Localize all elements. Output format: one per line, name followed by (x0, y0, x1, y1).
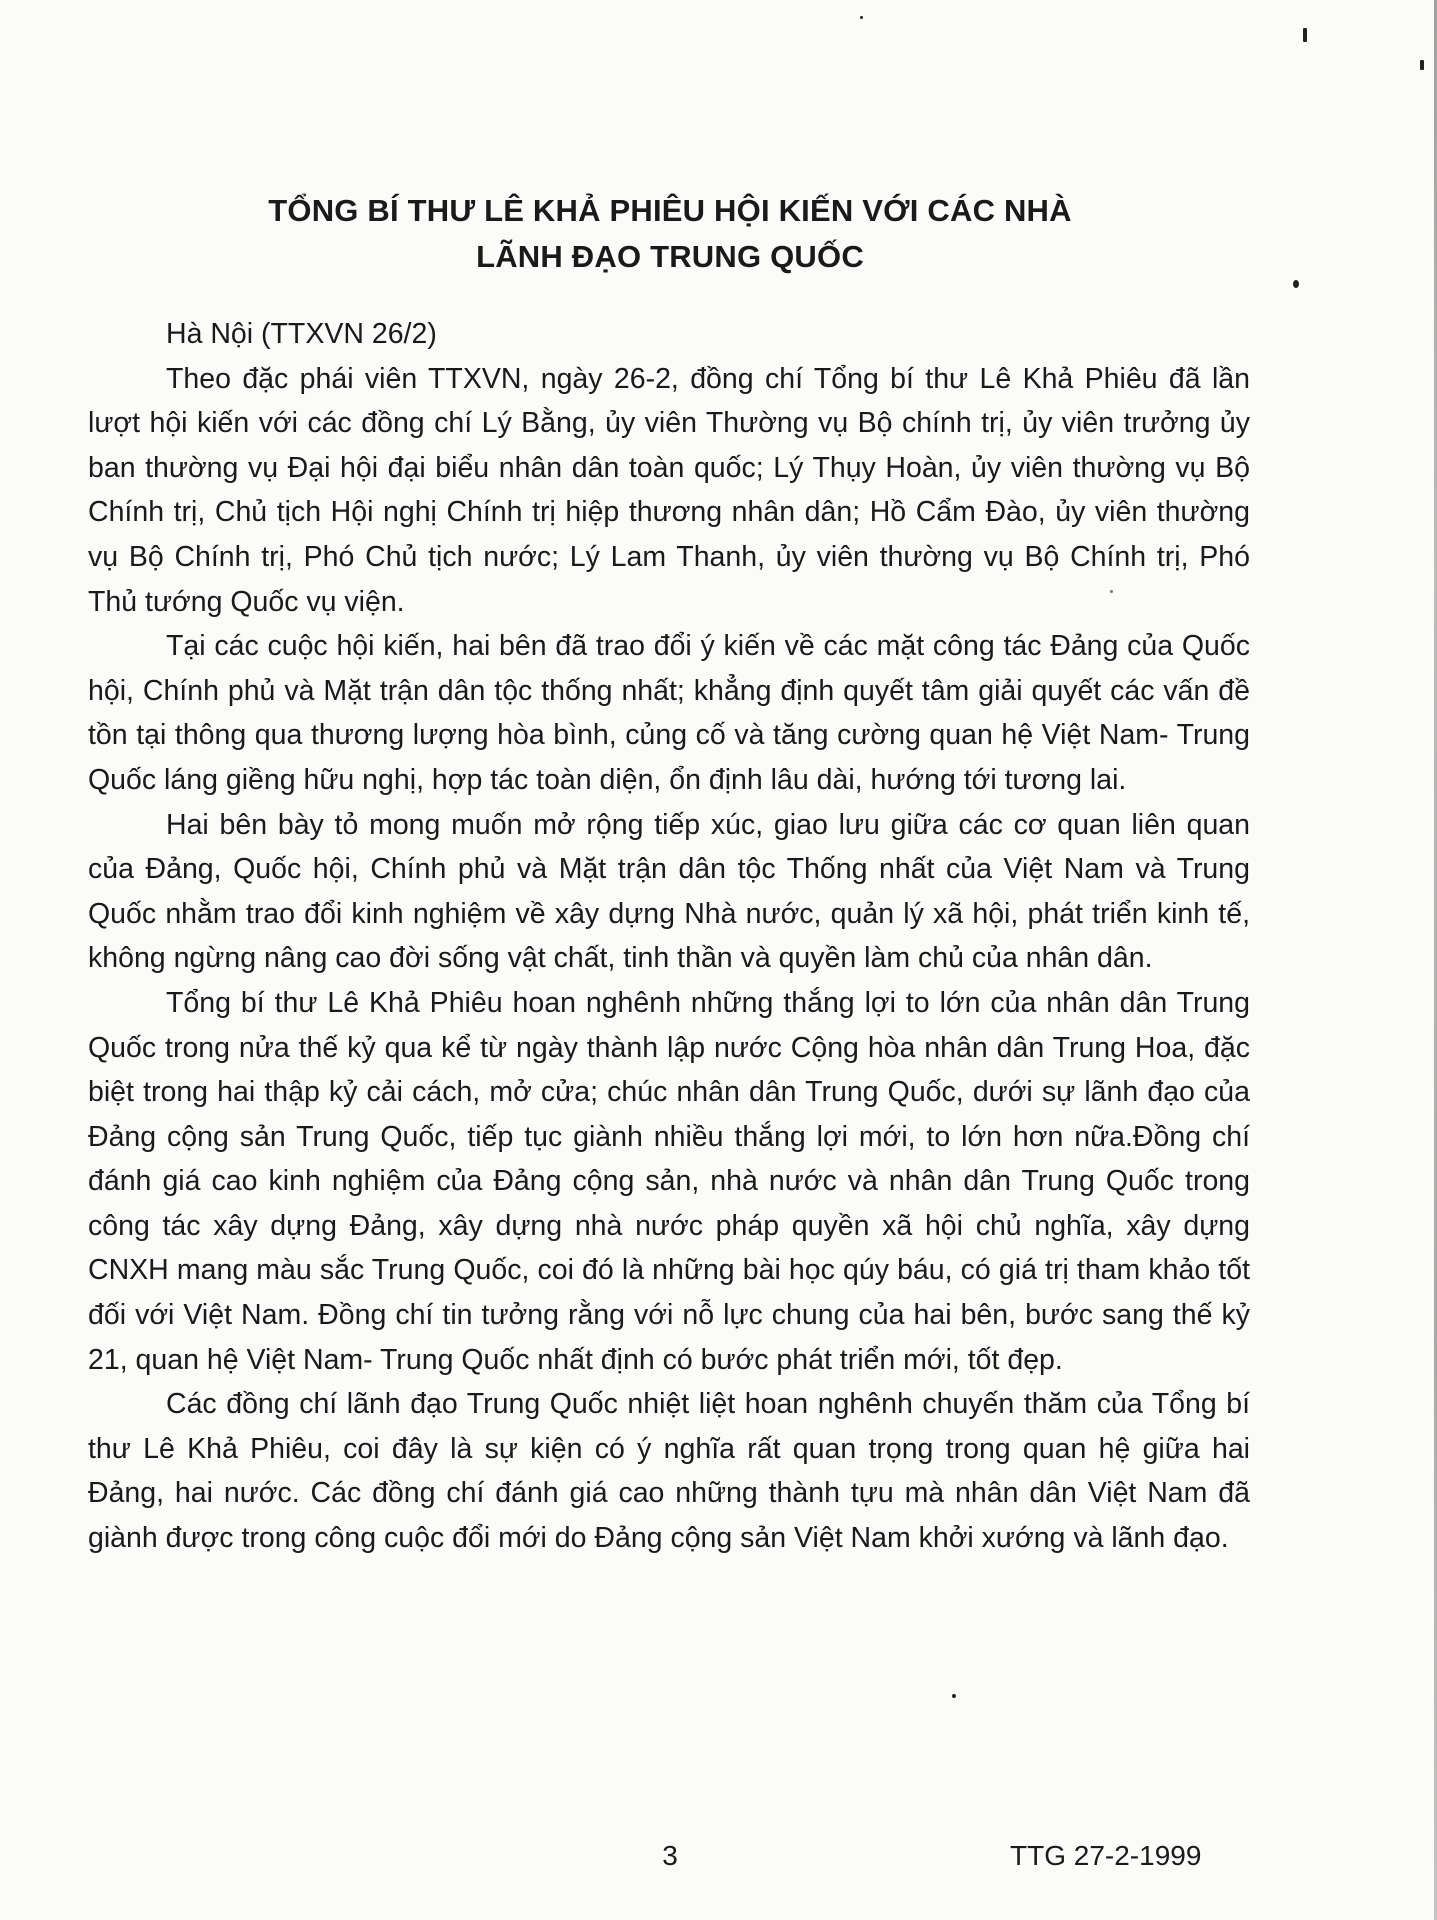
paragraph-1: Theo đặc phái viên TTXVN, ngày 26-2, đồng chí Tổng bí thư Lê Khả Phiêu đã lần lượt hội kiến với các đồng chí Lý Bằng, ủy viên Thường vụ Bộ chính trị, ủy viên trưởng ủy ban thường vụ Đại hội đại biểu nhân dân toàn quốc; Lý Thụy Hoàn, ủy viên thường vụ Bộ Chính trị, Chủ tịch Hội nghị Chính trị hiệp thương nhân dân; Hồ Cẩm Đào, ủy viên thường vụ Bộ Chính trị, Phó Chủ tịch nước; Lý Lam Thanh, ủy viên thường vụ Bộ Chính trị, Phó Thủ tướng Quốc vụ viện. (88, 362, 1250, 618)
title-line-2: LÃNH ĐẠO TRUNG QUỐC (476, 239, 864, 274)
scan-speck (952, 1694, 956, 1698)
document-title (0, 188, 1340, 280)
dateline: Hà Nội (TTXVN 26/2) (166, 318, 437, 350)
scan-speck (860, 16, 863, 19)
page-number: 3 (662, 1840, 678, 1871)
paragraph-2: Tại các cuộc hội kiến, hai bên đã trao đổi ý kiến về các mặt công tác Đảng của Quốc hội, Chính phủ và Mặt trận dân tộc thống nhất; khẳng định quyết tâm giải quyết các vấn đề tồn tại thông qua thương lượng hòa bình, củng cố và tăng cường quan hệ Việt Nam- Trung Quốc láng giềng hữu nghị, hợp tác toàn diện, ổn định lâu dài, hướng tới tương lai. (88, 630, 1250, 796)
scan-speck (1303, 28, 1307, 42)
paragraph-4: Tổng bí thư Lê Khả Phiêu hoan nghênh những thắng lợi to lớn của nhân dân Trung Quốc trong nửa thế kỷ qua kể từ ngày thành lập nước Cộng hòa nhân dân Trung Hoa, đặc biệt trong hai thập kỷ cải cách, mở cửa; chúc nhân dân Trung Quốc, dưới sự lãnh đạo của Đảng cộng sản Trung Quốc, tiếp tục giành nhiều thắng lợi mới, to lớn hơn nữa.Đồng chí đánh giá cao kinh nghiệm của Đảng cộng sản, nhà nước và nhân dân Trung Quốc trong công tác xây dựng Đảng, xây dựng nhà nước pháp quyền xã hội chủ nghĩa, xây dựng CNXH mang màu sắc Trung Quốc, coi đó là những bài học qúy báu, có giá trị tham khảo tốt đối với Việt Nam. Đồng chí tin tưởng rằng với nỗ lực chung của hai bên, bước sang thế kỷ 21, quan hệ Việt Nam- Trung Quốc nhất định có bước phát triển mới, tốt đẹp. (88, 986, 1250, 1376)
article-body (88, 312, 1250, 1561)
title-line-1: TỔNG BÍ THƯ LÊ KHẢ PHIÊU HỘI KIẾN VỚI CÁC NHÀ (268, 193, 1072, 228)
scan-speck (1420, 60, 1424, 70)
scan-speck (1293, 280, 1299, 288)
paragraph-3: Hai bên bày tỏ mong muốn mở rộng tiếp xúc, giao lưu giữa các cơ quan liên quan của Đảng, Quốc hội, Chính phủ và Mặt trận dân tộc Thống nhất của Việt Nam và Trung Quốc nhằm trao đổi kinh nghiệm về xây dựng Nhà nước, quản lý xã hội, phát triển kinh tế, không ngừng nâng cao đời sống vật chất, tinh thần và quyền làm chủ của nhân dân. (88, 808, 1250, 975)
paragraph-5: Các đồng chí lãnh đạo Trung Quốc nhiệt liệt hoan nghênh chuyến thăm của Tổng bí thư Lê Khả Phiêu, coi đây là sự kiện có ý nghĩa rất quan trọng trong quan hệ giữa hai Đảng, hai nước. Các đồng chí đánh giá cao những thành tựu mà nhân dân Việt Nam đã giành được trong công cuộc đổi mới do Đảng cộng sản Việt Nam khởi xướng và lãnh đạo. (88, 1388, 1250, 1555)
document-reference: TTG 27-2-1999 (1010, 1840, 1202, 1871)
